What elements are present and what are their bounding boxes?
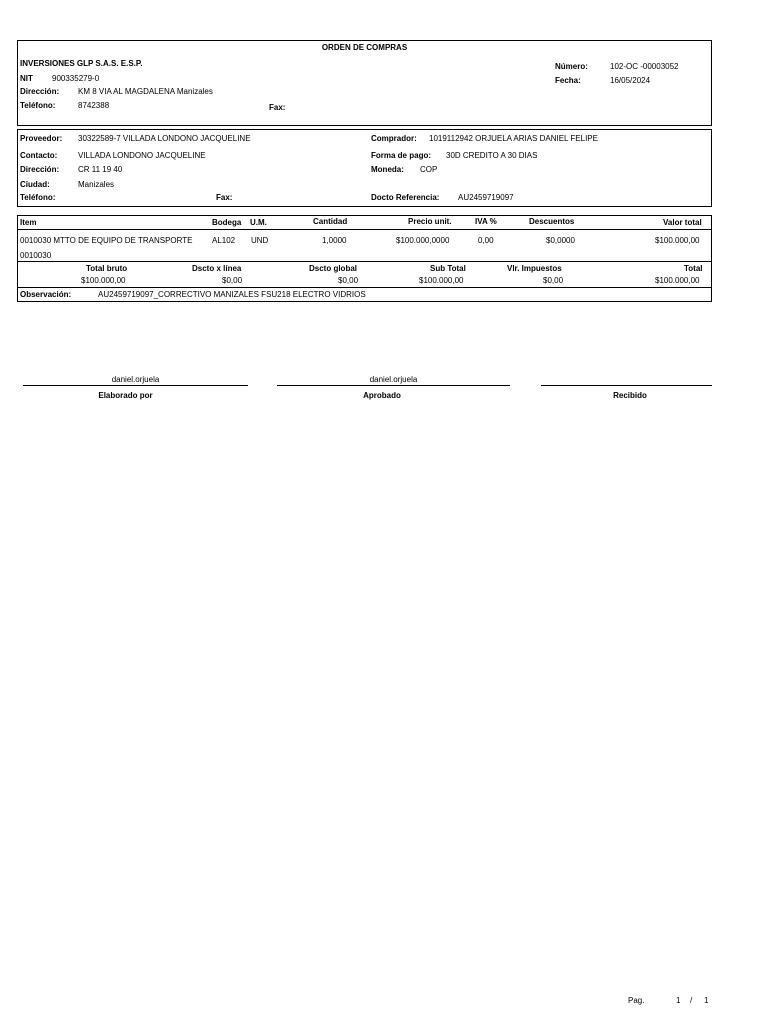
item-code: 0010030 [20,251,52,260]
dscto-global-label: Dscto global [309,264,358,273]
aprobado-label: Aprobado [363,391,401,400]
number-label: Número: [555,62,588,71]
subtotal-label: Sub Total [430,264,466,273]
fax-label: Fax: [269,103,286,112]
address-value: KM 8 VIA AL MAGDALENA Manizales [78,87,213,96]
item-valor-total: $100.000,00 [655,236,700,245]
moneda-value: COP [420,165,438,174]
item-bodega: AL102 [212,236,236,245]
col-header-item: Item [20,218,37,227]
company-name: INVERSIONES GLP S.A.S. E.S.P. [20,59,143,68]
dscto-linea-label: Dscto x línea [192,264,242,273]
page-label: Pag. [628,996,645,1005]
moneda-label: Moneda: [371,165,404,174]
totals-rule [17,287,712,288]
item-iva: 0,00 [478,236,494,245]
dscto-global-value: $0,00 [338,276,359,285]
impuestos-label: Vlr. Impuestos [507,264,562,273]
item-cantidad: 1,0000 [322,236,347,245]
observacion-text: AU2459719097_CORRECTIVO MANIZALES FSU218 ELECTRO VIDRIOS [98,290,366,299]
comprador-value: 1019112942 ORJUELA ARIAS DANIEL FELIPE [429,134,598,143]
ciudad-value: Manizales [78,180,115,189]
col-header-iva: IVA % [475,217,497,226]
document-title: ORDEN DE COMPRAS [321,43,408,52]
items-header-rule [17,229,712,230]
total-bruto-value: $100.000,00 [81,276,126,285]
col-header-bodega: Bodega [212,218,242,227]
col-header-descuentos: Descuentos [529,217,575,226]
items-body-rule [17,261,712,262]
address-label: Dirección: [20,87,60,96]
item-precio: $100.000,0000 [396,236,450,245]
nit-label: NIT [20,74,33,83]
recibido-signature-line [541,385,712,386]
total-label: Total [684,264,703,273]
forma-pago-value: 30D CREDITO A 30 DIAS [446,151,538,160]
elaborado-label: Elaborado por [98,391,153,400]
date-value: 16/05/2024 [610,76,651,85]
elaborado-signature-name: daniel.orjuela [111,375,160,384]
subtotal-value: $100.000,00 [419,276,464,285]
impuestos-value: $0,00 [543,276,564,285]
contacto-value: VILLADA LONDONO JACQUELINE [78,151,206,160]
proveedor-label: Proveedor: [20,134,63,143]
docto-label: Docto Referencia: [371,193,440,202]
col-header-um: U.M. [250,218,267,227]
page-number: 1 [676,996,681,1005]
telefono-label: Teléfono: [20,193,56,202]
forma-pago-label: Forma de pago: [371,151,432,160]
nit-value: 900335279-0 [52,74,100,83]
col-header-valor-total: Valor total [663,218,702,227]
item-description: 0010030 MTTO DE EQUIPO DE TRANSPORTE [20,236,193,245]
total-value: $100.000,00 [655,276,700,285]
docto-value: AU2459719097 [458,193,514,202]
direccion-value: CR 11 19 40 [78,165,123,174]
elaborado-signature-line [23,385,248,386]
phone-label: Teléfono: [20,101,56,110]
col-header-cantidad: Cantidad [313,217,348,226]
phone-value: 8742388 [78,101,110,110]
contacto-label: Contacto: [20,151,58,160]
header-box [17,40,712,126]
recibido-label: Recibido [613,391,647,400]
comprador-label: Comprador: [371,134,417,143]
aprobado-signature-line [277,385,510,386]
ciudad-label: Ciudad: [20,180,50,189]
total-bruto-label: Total bruto [86,264,128,273]
item-descuentos: $0,0000 [546,236,575,245]
aprobado-signature-name: daniel.orjuela [369,375,418,384]
dscto-linea-value: $0,00 [222,276,243,285]
proveedor-value: 30322589-7 VILLADA LONDONO JACQUELINE [78,134,251,143]
page-separator: / [690,996,693,1005]
supplier-fax-label: Fax: [216,193,233,202]
direccion-label: Dirección: [20,165,60,174]
date-label: Fecha: [555,76,581,85]
col-header-precio: Precio unit. [408,217,452,226]
observacion-label: Observación: [20,290,72,299]
item-um: UND [251,236,269,245]
page-total: 1 [704,996,709,1005]
number-value: 102-OC -00003052 [610,62,679,71]
